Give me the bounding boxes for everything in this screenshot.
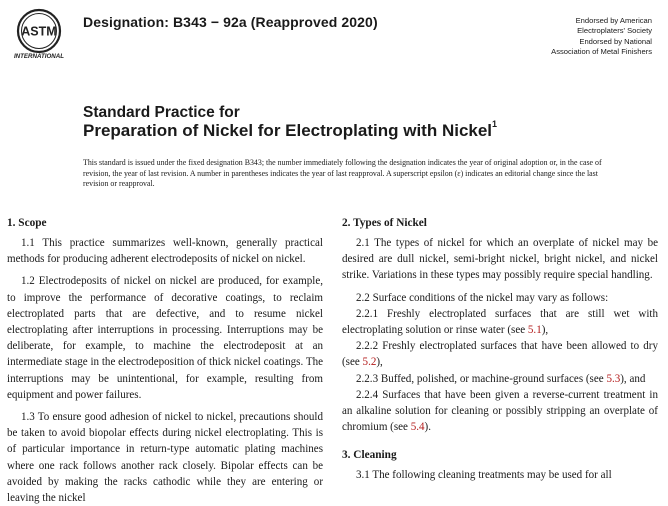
endorsement-line: Endorsed by American bbox=[575, 16, 652, 25]
section-heading-scope: 1. Scope bbox=[7, 217, 47, 229]
paragraph-text: ), bbox=[541, 324, 549, 337]
paragraph-text: 2.2.2 Freshly electroplated surfaces that have been allowed to dry (see bbox=[342, 340, 658, 369]
endorsement-line: Electroplaters' Society bbox=[577, 26, 652, 36]
paragraph-text: 2.2.4 Surfaces that have been given a reverse-current treatment in an alkaline solution for cleaning or possibly stripping an overplate of chromium (see bbox=[342, 388, 658, 434]
title-footnote-mark[interactable]: 1 bbox=[492, 119, 498, 130]
paragraph-text: 2.2.1 Freshly electroplated surfaces that are still wet with electroplating solution or rinse water (see bbox=[342, 307, 658, 337]
paragraph-2-2-4 bbox=[342, 387, 658, 436]
logo-subtext: INTERNATIONAL bbox=[13, 53, 65, 60]
issuance-note: This standard is issued under the fixed designation B343; the number immediately following the designation indicates the year of original adoption or, in the case of revision, the year of last revision. A number in parentheses indicates the year of last reapproval. A superscript epsilon (ε) indicates an editorial change since the last revision or reapproval. bbox=[83, 158, 602, 188]
section-heading-cleaning: 3. Cleaning bbox=[342, 449, 397, 462]
section-reference-link[interactable]: 5.3 bbox=[606, 372, 621, 385]
astm-logo bbox=[12, 6, 66, 60]
paragraph-2-2-1 bbox=[342, 306, 658, 338]
paragraph-text: ). bbox=[424, 421, 431, 434]
page-title-text: Preparation of Nickel for Electroplating with Nickel bbox=[83, 121, 493, 140]
paragraph-1-3: 1.3 To ensure good adhesion of nickel to nickel, precautions should be taken to avoid biopolar effects during nickel electroplating. This is of particular importance in return-type automatic plating machines where one rack follows another rack closely. Bipolar effects can be avoided by making the racks cathodic while they are entering or leaving the nickel bbox=[7, 411, 323, 505]
section-heading-types: 2. Types of Nickel bbox=[342, 217, 427, 229]
logo-text: ASTM bbox=[21, 24, 57, 39]
endorsement bbox=[462, 16, 652, 57]
section-reference-link[interactable]: 5.2 bbox=[362, 356, 377, 369]
section-reference-link[interactable]: 5.4 bbox=[410, 421, 425, 434]
section-reference-link[interactable]: 5.1 bbox=[527, 324, 542, 337]
paragraph-3-1: 3.1 The following cleaning treatments may be used for all bbox=[356, 469, 612, 482]
column-left bbox=[7, 215, 323, 506]
paragraph-2-2-2 bbox=[342, 338, 658, 370]
page-title bbox=[83, 121, 497, 141]
title-kicker: Standard Practice for bbox=[83, 104, 240, 121]
paragraph-2-2: 2.2 Surface conditions of the nickel may vary as follows: bbox=[356, 291, 609, 304]
paragraph-text: ), bbox=[376, 356, 383, 369]
endorsement-line: Endorsed by National bbox=[579, 36, 652, 46]
paragraph-2-1: 2.1 The types of nickel for which an overplate of nickel may be desired are dull nickel, semi-bright nickel, bright nickel, and nickel strike. Variations in these types may possibly require special handling. bbox=[342, 237, 658, 282]
paragraph-1-1: 1.1 This practice summarizes well-known, generally practical methods for producing adherent electrodeposits of nickel on nickel. bbox=[7, 237, 323, 266]
endorsement-line: Association of Metal Finishers bbox=[551, 46, 652, 56]
designation: Designation: B343 − 92a (Reapproved 2020) bbox=[83, 14, 378, 30]
column-right bbox=[342, 215, 658, 484]
paragraph-1-2: 1.2 Electrodeposits of nickel on nickel are produced, for example, to improve the performance of decorative coatings, to reclaim electroplated parts that are defective, and to resume nickel electroplating after interruptions in processing. Interruptions may be deliberate, for example, to machine the electrodeposit at an intermediate stage in the electrodeposition of thick nickel coatings. The interruptions may be unintentional, for example, resulting from equipment and power failures. bbox=[7, 275, 323, 401]
paragraph-text: ), and bbox=[620, 372, 646, 385]
paragraph-2-2-3 bbox=[342, 371, 658, 387]
paragraph-text: 2.2.3 Buffed, polished, or machine-ground surfaces (see bbox=[356, 372, 607, 385]
